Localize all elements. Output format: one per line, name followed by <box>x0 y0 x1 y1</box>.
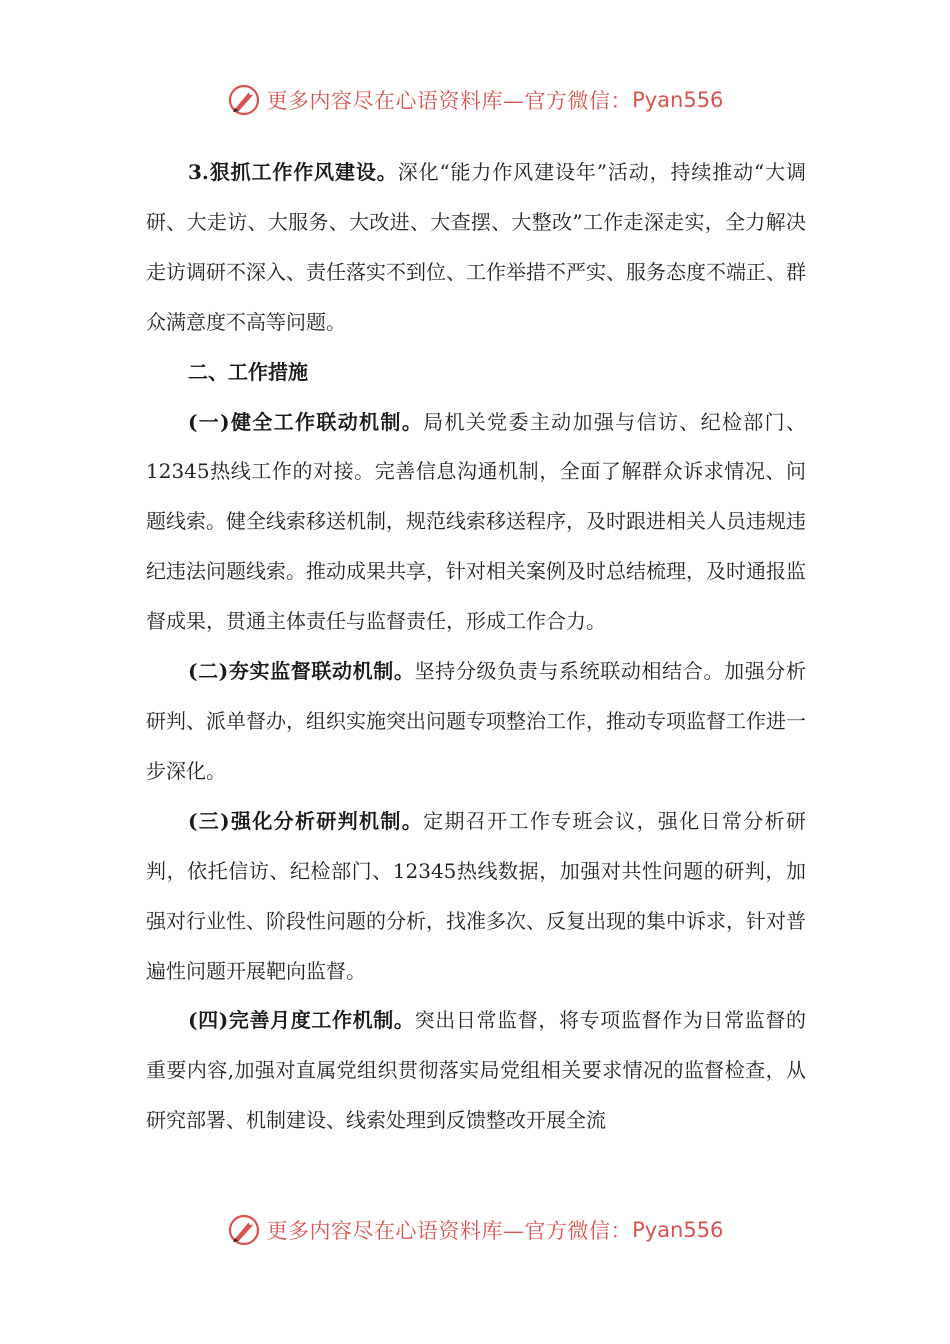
header-banner-text: 更多内容尽在心语资料库—官方微信： <box>266 89 633 113</box>
header-banner <box>0 80 950 120</box>
section-heading: 二、工作措施 <box>188 359 308 384</box>
paragraph-title: (二)夯实监督联动机制。 <box>188 659 415 684</box>
paragraph-measure-3 <box>146 797 806 997</box>
pen-logo-icon <box>227 83 261 117</box>
paragraph-measure-2 <box>146 647 806 797</box>
paragraph-title: (四)完善月度工作机制。 <box>188 1008 415 1033</box>
paragraph-text: 定期召开工作专班会议，强化日常分析研判，依托信访、纪检部门、12345热线数据，加强对共性问题的研判，加强对行业性、阶段性问题的分析，找准多次、反复出现的集中诉求，针对普遍性问题开展靶向监督。 <box>146 808 806 983</box>
paragraph-work-style <box>146 148 806 348</box>
footer-wechat-id: Pyan556 <box>632 1218 724 1242</box>
paragraph-title: (一)健全工作联动机制。 <box>188 409 424 434</box>
paragraph-text: 坚持分级负责与系统联动相结合。加强分析研判、派单督办，组织实施突出问题专项整治工作，推动专项监督工作进一步深化。 <box>146 659 806 783</box>
paragraph-text: 局机关党委主动加强与信访、纪检部门、12345热线工作的对接。完善信息沟通机制，全面了解群众诉求情况、问题线索。健全线索移送机制，规范线索移送程序，及时跟进相关人员违规违纪违法问题线索。推动成果共享，针对相关案例及时总结梳理，及时通报监督成果，贯通主体责任与监督责任，形成工作合力。 <box>146 409 806 634</box>
paragraph-measure-1 <box>146 398 806 648</box>
paragraph-title: 3.狠抓工作作风建设。 <box>188 160 398 184</box>
header-wechat-id: Pyan556 <box>632 88 724 112</box>
paragraph-text: 深化“能力作风建设年”活动，持续推动“大调研、大走访、大服务、大改进、大查摆、大整改”工作走深走实，全力解决走访调研不深入、责任落实不到位、工作举措不严实、服务态度不端正、群众满意度不高等问题。 <box>146 160 806 334</box>
footer-banner <box>0 1210 950 1250</box>
pen-logo-icon <box>227 1213 261 1247</box>
footer-banner-text: 更多内容尽在心语资料库—官方微信： <box>266 1219 633 1243</box>
document-body <box>146 148 806 1146</box>
paragraph-text: 突出日常监督，将专项监督作为日常监督的重要内容,加强对直属党组织贯彻落实局党组相关要求情况的监督检查，从研究部署、机制建设、线索处理到反馈整改开展全流 <box>146 1008 806 1133</box>
paragraph-measure-4 <box>146 996 806 1146</box>
paragraph-title: (三)强化分析研判机制。 <box>188 808 424 833</box>
